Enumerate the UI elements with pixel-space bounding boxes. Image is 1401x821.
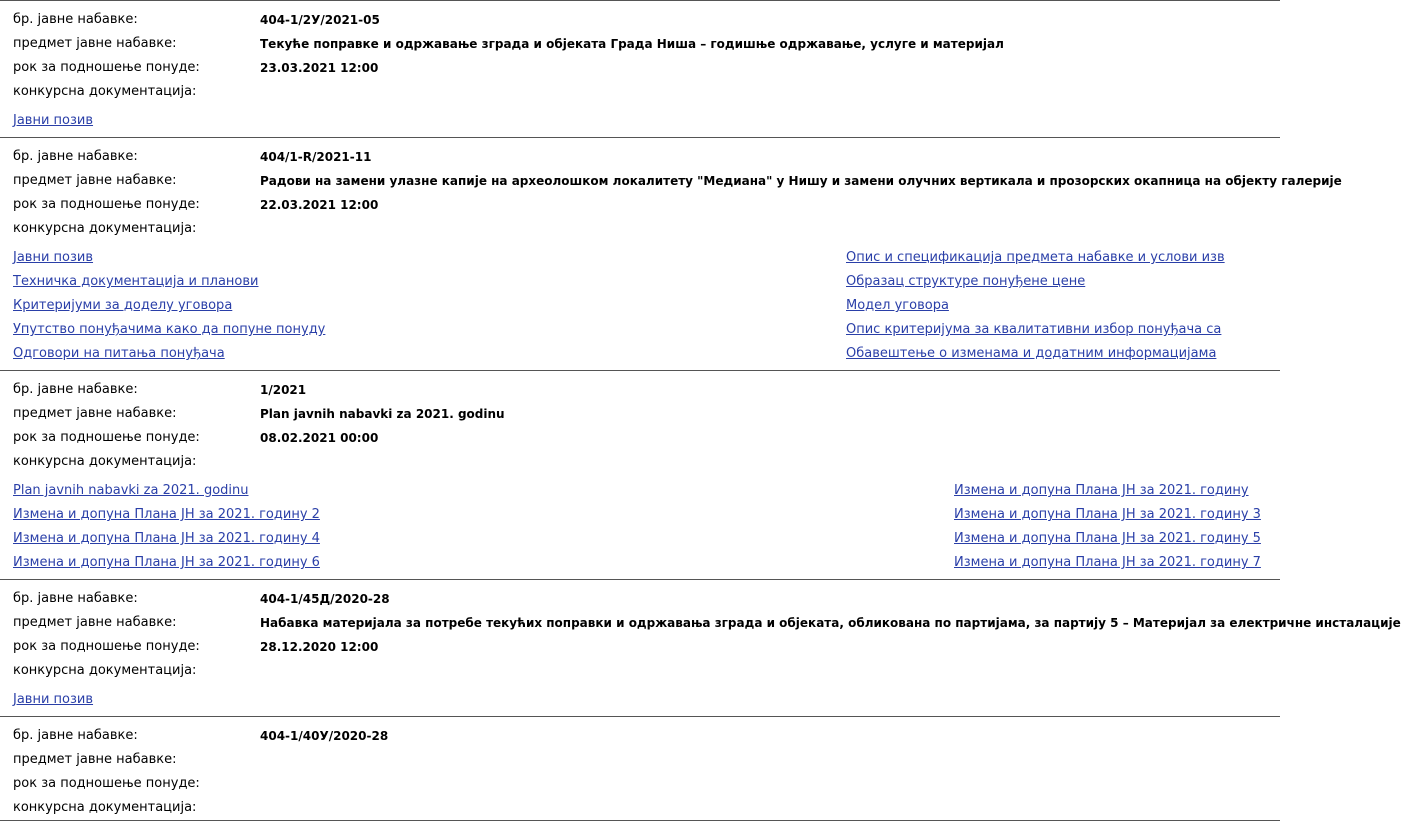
field-label-deadline: рок за подношење понуде:	[13, 197, 200, 212]
field-label-subject: предмет јавне набавке:	[13, 36, 177, 51]
field-value-deadline: 08.02.2021 00:00	[260, 431, 379, 445]
field-label-number: бр. јавне набавке:	[13, 591, 138, 606]
document-link[interactable]: Јавни позив	[13, 113, 94, 128]
field-value-number: 404-1/40У/2020-28	[260, 729, 389, 743]
field-label-documentation: конкурсна документација:	[13, 84, 197, 99]
field-row-number	[0, 724, 1280, 748]
document-link[interactable]: Измена и допуна Плана ЈН за 2021. годину 7	[954, 555, 1261, 570]
field-value-subject: Радови на замени улазне капије на археолошком локалитету "Медиана" у Нишу и замени олучних вертикала и прозорских окапница на објекту галерије	[260, 174, 1342, 188]
field-label-deadline: рок за подношење понуде:	[13, 639, 200, 654]
field-row-deadline	[0, 426, 1280, 450]
document-link[interactable]: Техничка документација и планови	[13, 274, 259, 289]
document-link[interactable]: Измена и допуна Плана ЈН за 2021. годину 2	[13, 507, 320, 522]
field-label-documentation: конкурсна документација:	[13, 454, 197, 469]
document-link-row	[0, 246, 1280, 270]
document-link[interactable]: Опис и спецификација предмета набавке и услови изв	[846, 250, 1225, 265]
field-label-subject: предмет јавне набавке:	[13, 406, 177, 421]
document-link-row	[0, 109, 1280, 133]
entry-fields	[0, 717, 1280, 820]
field-row-documentation	[0, 796, 1280, 820]
entry-fields	[0, 138, 1342, 241]
field-value-number: 404-1/45Д/2020-28	[260, 592, 390, 606]
document-link[interactable]: Критеријуми за доделу уговора	[13, 298, 233, 313]
document-link[interactable]: Опис критеријума за квалитативни избор понуђача са	[846, 322, 1222, 337]
field-value-subject: Plan javnih nabavki za 2021. godinu	[260, 407, 505, 421]
document-link[interactable]: Модел уговора	[846, 298, 949, 313]
document-link-row	[0, 479, 1280, 503]
field-label-number: бр. јавне набавке:	[13, 12, 138, 27]
document-link[interactable]: Измена и допуна Плана ЈН за 2021. годину 6	[13, 555, 320, 570]
field-value-number: 404-1/2У/2021-05	[260, 13, 380, 27]
document-link-row	[0, 342, 1280, 366]
document-link[interactable]: Упутство понуђачима како да попуне понуду	[13, 322, 326, 337]
field-label-subject: предмет јавне набавке:	[13, 173, 177, 188]
document-link[interactable]: Одговори на питања понуђача	[13, 346, 225, 361]
document-link-row	[0, 318, 1280, 342]
document-link[interactable]: Plan javnih nabavki za 2021. godinu	[13, 483, 249, 498]
field-row-documentation	[0, 80, 1280, 104]
procurement-entry	[0, 580, 1401, 717]
field-row-subject	[0, 402, 1280, 426]
field-row-documentation	[0, 450, 1280, 474]
field-label-number: бр. јавне набавке:	[13, 149, 138, 164]
field-row-number	[0, 8, 1280, 32]
field-label-subject: предмет јавне набавке:	[13, 615, 177, 630]
field-row-subject	[0, 611, 1401, 635]
document-link[interactable]: Јавни позив	[13, 250, 94, 265]
field-value-deadline: 23.03.2021 12:00	[260, 61, 379, 75]
document-link[interactable]: Измена и допуна Плана ЈН за 2021. годину 4	[13, 531, 320, 546]
document-link-row	[0, 503, 1280, 527]
field-label-deadline: рок за подношење понуде:	[13, 776, 200, 791]
document-link[interactable]: Обавештење о изменама и додатним информацијама	[846, 346, 1217, 361]
document-link[interactable]: Јавни позив	[13, 692, 94, 707]
field-label-deadline: рок за подношење понуде:	[13, 430, 200, 445]
field-label-documentation: конкурсна документација:	[13, 663, 197, 678]
procurement-entry	[0, 717, 1280, 821]
document-link[interactable]: Измена и допуна Плана ЈН за 2021. годину 3	[954, 507, 1261, 522]
field-value-subject: Текуће поправке и одржавање зграда и објеката Града Ниша – годишње одржавање, услуге и материјал	[260, 37, 1004, 51]
document-link[interactable]: Образац структуре понуђене цене	[846, 274, 1086, 289]
field-value-number: 404/1-R/2021-11	[260, 150, 372, 164]
document-links	[0, 474, 1280, 579]
field-label-deadline: рок за подношење понуде:	[13, 60, 200, 75]
field-row-number	[0, 145, 1280, 169]
field-row-number	[0, 587, 1280, 611]
document-links	[0, 104, 1280, 137]
field-value-subject: Набавка материјала за потребе текућих поправки и одржавања зграда и објеката, обликована по партијама, за партију 5 – Материјал за електричне инсталације	[260, 616, 1401, 630]
field-row-deadline	[0, 635, 1280, 659]
procurement-entry	[0, 0, 1280, 138]
field-value-deadline: 22.03.2021 12:00	[260, 198, 379, 212]
procurement-entry	[0, 138, 1342, 371]
document-link-row	[0, 527, 1280, 551]
document-link-row	[0, 688, 1280, 712]
field-label-subject: предмет јавне набавке:	[13, 752, 177, 767]
entry-fields	[0, 1, 1280, 104]
field-label-documentation: конкурсна документација:	[13, 221, 197, 236]
document-links	[0, 683, 1280, 716]
field-row-deadline	[0, 193, 1280, 217]
field-row-subject	[0, 748, 1280, 772]
field-row-documentation	[0, 217, 1280, 241]
field-row-number	[0, 378, 1280, 402]
field-value-number: 1/2021	[260, 383, 307, 397]
document-link-row	[0, 294, 1280, 318]
entry-fields	[0, 580, 1401, 683]
document-link[interactable]: Измена и допуна Плана ЈН за 2021. годину	[954, 483, 1249, 498]
document-link-row	[0, 551, 1280, 575]
field-value-deadline: 28.12.2020 12:00	[260, 640, 379, 654]
document-link[interactable]: Измена и допуна Плана ЈН за 2021. годину 5	[954, 531, 1261, 546]
field-label-number: бр. јавне набавке:	[13, 382, 138, 397]
field-row-deadline	[0, 772, 1280, 796]
field-label-documentation: конкурсна документација:	[13, 800, 197, 815]
field-row-documentation	[0, 659, 1280, 683]
procurement-entry	[0, 371, 1280, 580]
entry-fields	[0, 371, 1280, 474]
document-links	[0, 241, 1280, 370]
field-row-deadline	[0, 56, 1280, 80]
document-link-row	[0, 270, 1280, 294]
field-label-number: бр. јавне набавке:	[13, 728, 138, 743]
field-row-subject	[0, 169, 1342, 193]
field-row-subject	[0, 32, 1280, 56]
